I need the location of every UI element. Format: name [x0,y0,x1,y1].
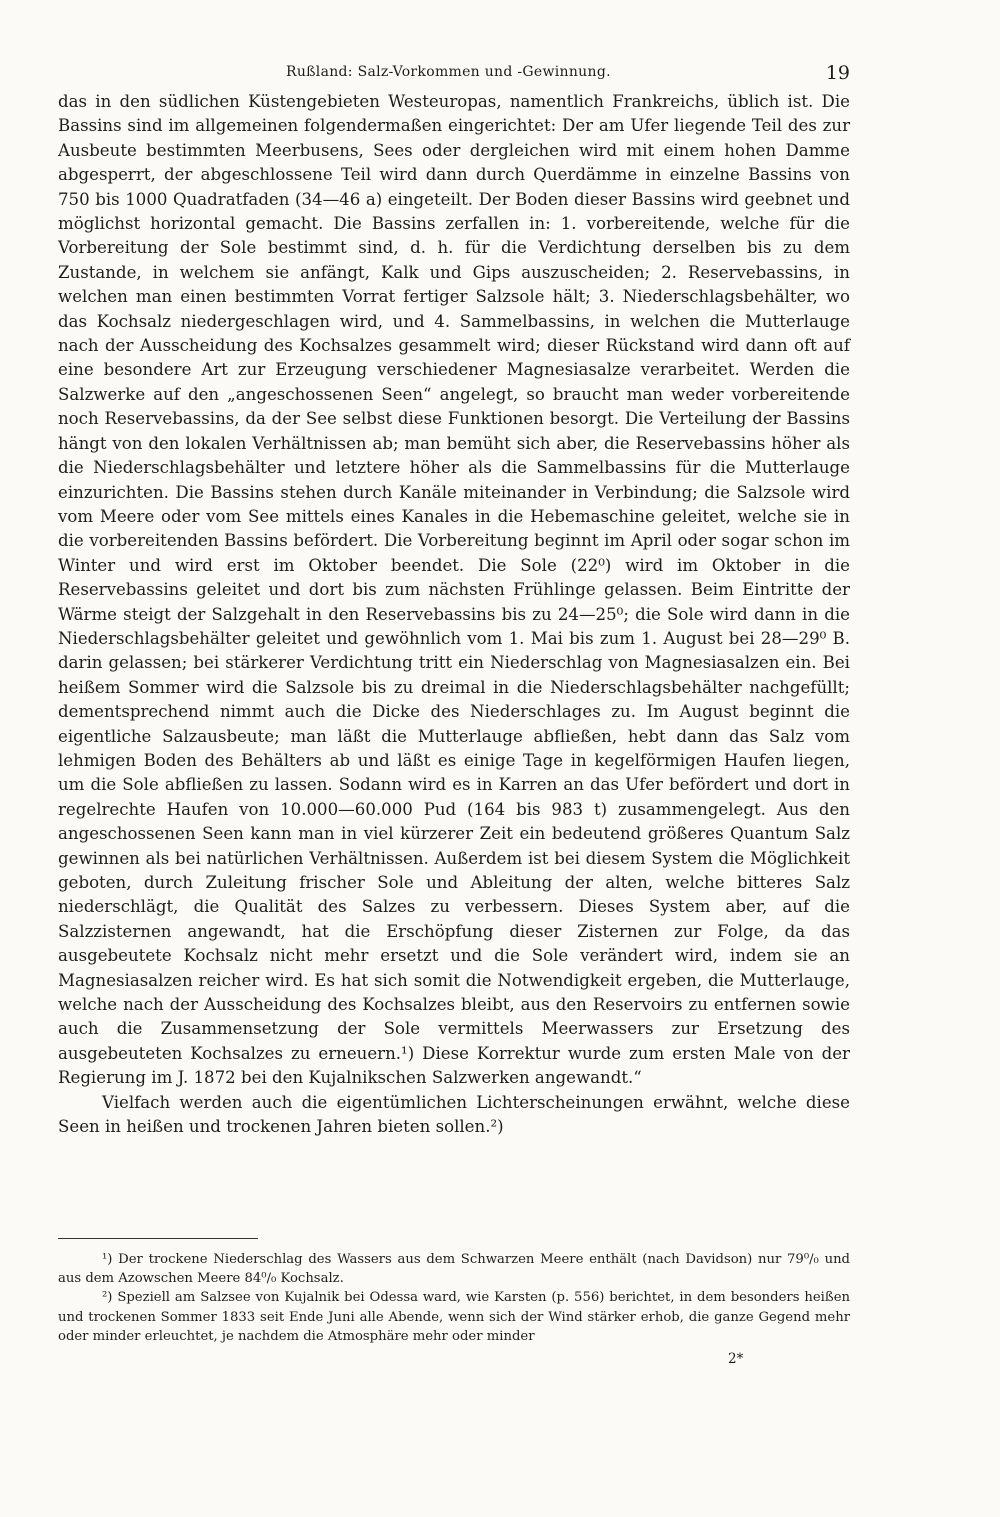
book-page [58,0,850,1517]
running-title: Rußland: Salz-Vorkommen und -Gewinnung. [286,64,611,80]
page-number: 19 [825,62,850,84]
paragraph-2: Vielfach werden auch die eigentümlichen Lichterscheinungen erwähnt, welche diese Seen in heißen und trockenen Jahren bieten sollen.²) [58,1092,850,1137]
footnotes [58,1250,850,1346]
paragraph-1: das in den südlichen Küstengebieten Westeuropas, namentlich Frankreichs, üblich ist. Die Bassins sind im allgemeinen folgendermaßen eingerichtet: Der am Ufer liegende Teil des zur Ausbeute bestimmten Meerbusens, Sees oder dergleichen wird mit einem hohen Damme abgesperrt, der abgeschlossene Teil wird dann durch Querdämme in einzelne Bassins von 750 bis 1000 Quadratfaden (34—46 a) eingeteilt. Der Boden dieser Bassins wird geebnet und möglichst horizontal gemacht. Die Bassins zerfallen in: 1. vorbereitende, welche für die Vorbereitung der Sole bestimmt sind, d. h. für die Verdichtung derselben bis zu dem Zustande, in welchem sie anfängt, Kalk und Gips auszuscheiden; 2. Reservebassins, in welchen man einen bestimmten Vorrat fertiger Salzsole hält; 3. Niederschlagsbehälter, wo das Kochsalz niedergeschlagen wird, und 4. Sammelbassins, in welchen die Mutterlauge nach der Ausscheidung des Kochsalzes gesammelt wird; dieser Rückstand wird dann oft auf eine besondere Art zur Erzeugung verschiedener Magnesiasalze verarbeitet. Werden die Salzwerke auf den „angeschossenen Seen“ angelegt, so braucht man weder vorbereitende noch Reservebassins, da der See selbst diese Funktionen besorgt. Die Verteilung der Bassins hängt von den lokalen Verhältnissen ab; man bemüht sich aber, die Reservebassins höher als die Niederschlagsbehälter und letztere höher als die Sammelbassins für die Mutterlauge einzurichten. Die Bassins stehen durch Kanäle miteinander in Verbindung; die Salzsole wird vom Meere oder vom See mittels eines Kanales in die Hebemaschine geleitet, welche sie in die vorbereitenden Bassins befördert. Die Vorbereitung beginnt im April oder sogar schon im Winter und wird erst im Oktober beendet. Die Sole (22⁰) wird im Oktober in die Reservebassins geleitet und dort bis zum nächsten Frühlinge gelassen. Beim Eintritte der Wärme steigt der Salzgehalt in den Reservebassins bis zu 24—25⁰; die Sole wird dann in die Niederschlagsbehälter geleitet und gewöhnlich vom 1. Mai bis zum 1. August bei 28—29⁰ B. darin gelassen; bei stärkerer Verdichtung tritt ein Niederschlag von Magnesiasalzen ein. Bei heißem Sommer wird die Salzsole bis zu dreimal in die Niederschlagsbehälter nachgefüllt; dementsprechend nimmt auch die Dicke des Niederschlages zu. Im August beginnt die eigentliche Salzausbeute; man läßt die Mutterlauge abfließen, hebt dann das Salz vom lehmigen Boden des Behälters ab und läßt es einige Tage in kegelförmigen Haufen liegen, um die Sole abfließen zu lassen. Sodann wird es in Karren an das Ufer befördert und dort in regelrechte Haufen von 10.000—60.000 Pud (164 bis 983 t) zusammengelegt. Aus den angeschossenen Seen kann man in viel kürzerer Zeit ein bedeutend größeres Quantum Salz gewinnen als bei natürlichen Verhältnissen. Außerdem ist bei diesem System die Möglichkeit geboten, durch Zuleitung frischer Sole und Ableitung der alten, welche bitteres Salz niederschlägt, die Qualität des Salzes zu verbessern. Dieses System aber, auf die Salzzisternen angewandt, hat die Erschöpfung dieser Zisternen zur Folge, da das ausgebeutete Kochsalz nicht mehr ersetzt und die Sole verändert wird, indem sie an Magnesiasalzen reicher wird. Es hat sich somit die Notwendigkeit ergeben, die Mutterlauge, welche nach der Ausscheidung des Kochsalzes bleibt, aus den Reservoirs zu entfernen sowie auch die Zusammensetzung der Sole vermittels Meerwassers zur Ersetzung des ausgebeuteten Kochsalzes zu erneuern.¹) Diese Korrektur wurde zum ersten Male von der Regierung im J. 1872 bei den Kujalnikschen Salzwerken angewandt.“ [58,92,850,1088]
footnote-1: ¹) Der trockene Niederschlag des Wassers aus dem Schwarzen Meere enthält (nach Davidson) nur 79⁰/₀ und aus dem Azowschen Meere 84⁰/₀ Kochsalz. [58,1252,850,1287]
footnote-divider [58,1238,258,1239]
footnote-2: ²) Speziell am Salzsee von Kujalnik bei Odessa ward, wie Karsten (p. 556) berichtet, in dem besonders heißen und trockenen Sommer 1833 seit Ende Juni alle Abende, wenn sich der Wind stärker erhob, die ganze Gegend mehr oder minder erleuchtet, je nachdem die Atmosphäre mehr oder minder [58,1290,850,1344]
running-head [58,62,850,86]
signature-mark: 2* [728,1351,744,1367]
body-text [58,90,850,1139]
